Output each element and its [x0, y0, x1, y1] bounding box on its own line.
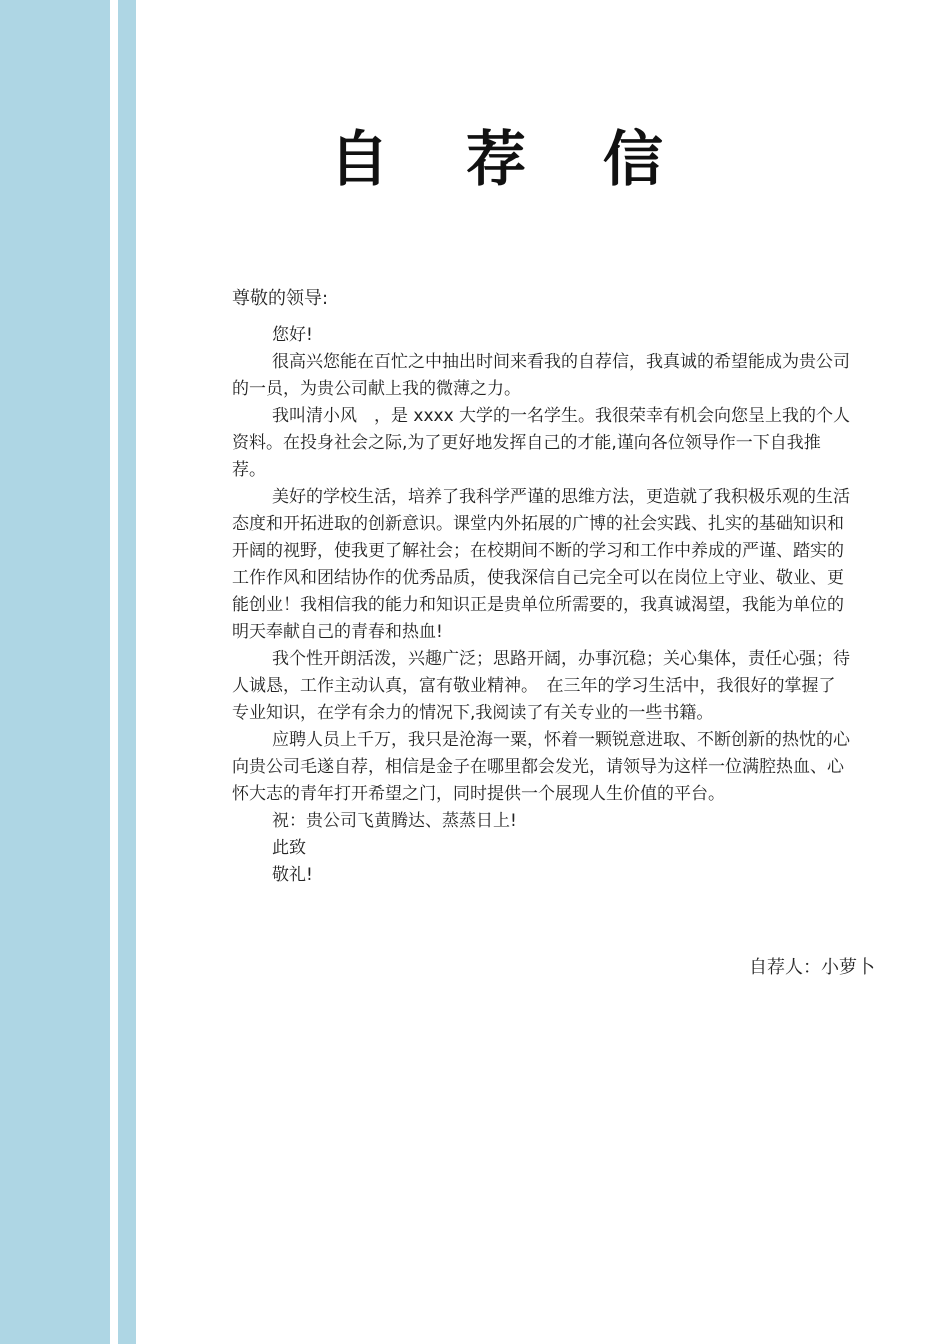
- wishes-line: 祝：贵公司飞黄腾达、蒸蒸日上!: [272, 811, 517, 831]
- letter-body: [232, 285, 852, 889]
- self-introduction-paragraph: 我叫清小风 ，是 xxxx 大学的一名学生。我很荣幸有机会向您呈上我的个人资料。在投身社会之际,为了更好地发挥自己的才能,谨向各位领导作一下自我推荐。: [232, 406, 851, 480]
- page-title: 自 荐 信: [329, 125, 691, 195]
- closing-line: 此致: [272, 838, 306, 858]
- school-life-paragraph: 美好的学校生活，培养了我科学严谨的思维方法，更造就了我积极乐观的生活态度和开拓进取的创新意识。课堂内外拓展的广博的社会实践、扎实的基础知识和开阔的视野，使我更了解社会；在校期间不断的学习和工作中养成的严谨、踏实的工作作风和团结协作的优秀品质，使我深信自己完全可以在岗位上守业、敬业、更能创业！我相信我的能力和知识正是贵单位所需要的，我真诚渴望，我能为单位的明天奉献自己的青春和热血!: [232, 487, 850, 642]
- personality-paragraph: 我个性开朗活泼，兴趣广泛；思路开阔，办事沉稳；关心集体，责任心强；待人诚恳，工作主动认真，富有敬业精神。 在三年的学习生活中，我很好的掌握了专业知识，在学有余力的情况下,我阅读了有关专业的一些书籍。: [232, 649, 850, 723]
- regards-line: 敬礼!: [272, 865, 313, 885]
- application-paragraph: 应聘人员上千万，我只是沧海一粟，怀着一颗锐意进取、不断创新的热忱的心向贵公司毛遂自荐，相信是金子在哪里都会发光，请领导为这样一位满腔热血、心怀大志的青年打开希望之门，同时提供一个展现人生价值的平台。: [232, 730, 850, 804]
- stripe-divider: [110, 0, 118, 1344]
- left-narrow-stripe: [118, 0, 136, 1344]
- salutation: 尊敬的领导:: [232, 288, 329, 309]
- signature: 自荐人：小萝卜: [749, 957, 875, 978]
- left-decorative-stripe: [0, 0, 110, 1344]
- greeting-paragraph: 您好!: [272, 325, 313, 345]
- intro-paragraph: 很高兴您能在百忙之中抽出时间来看我的自荐信，我真诚的希望能成为贵公司的一员，为贵公司献上我的微薄之力。: [232, 352, 850, 399]
